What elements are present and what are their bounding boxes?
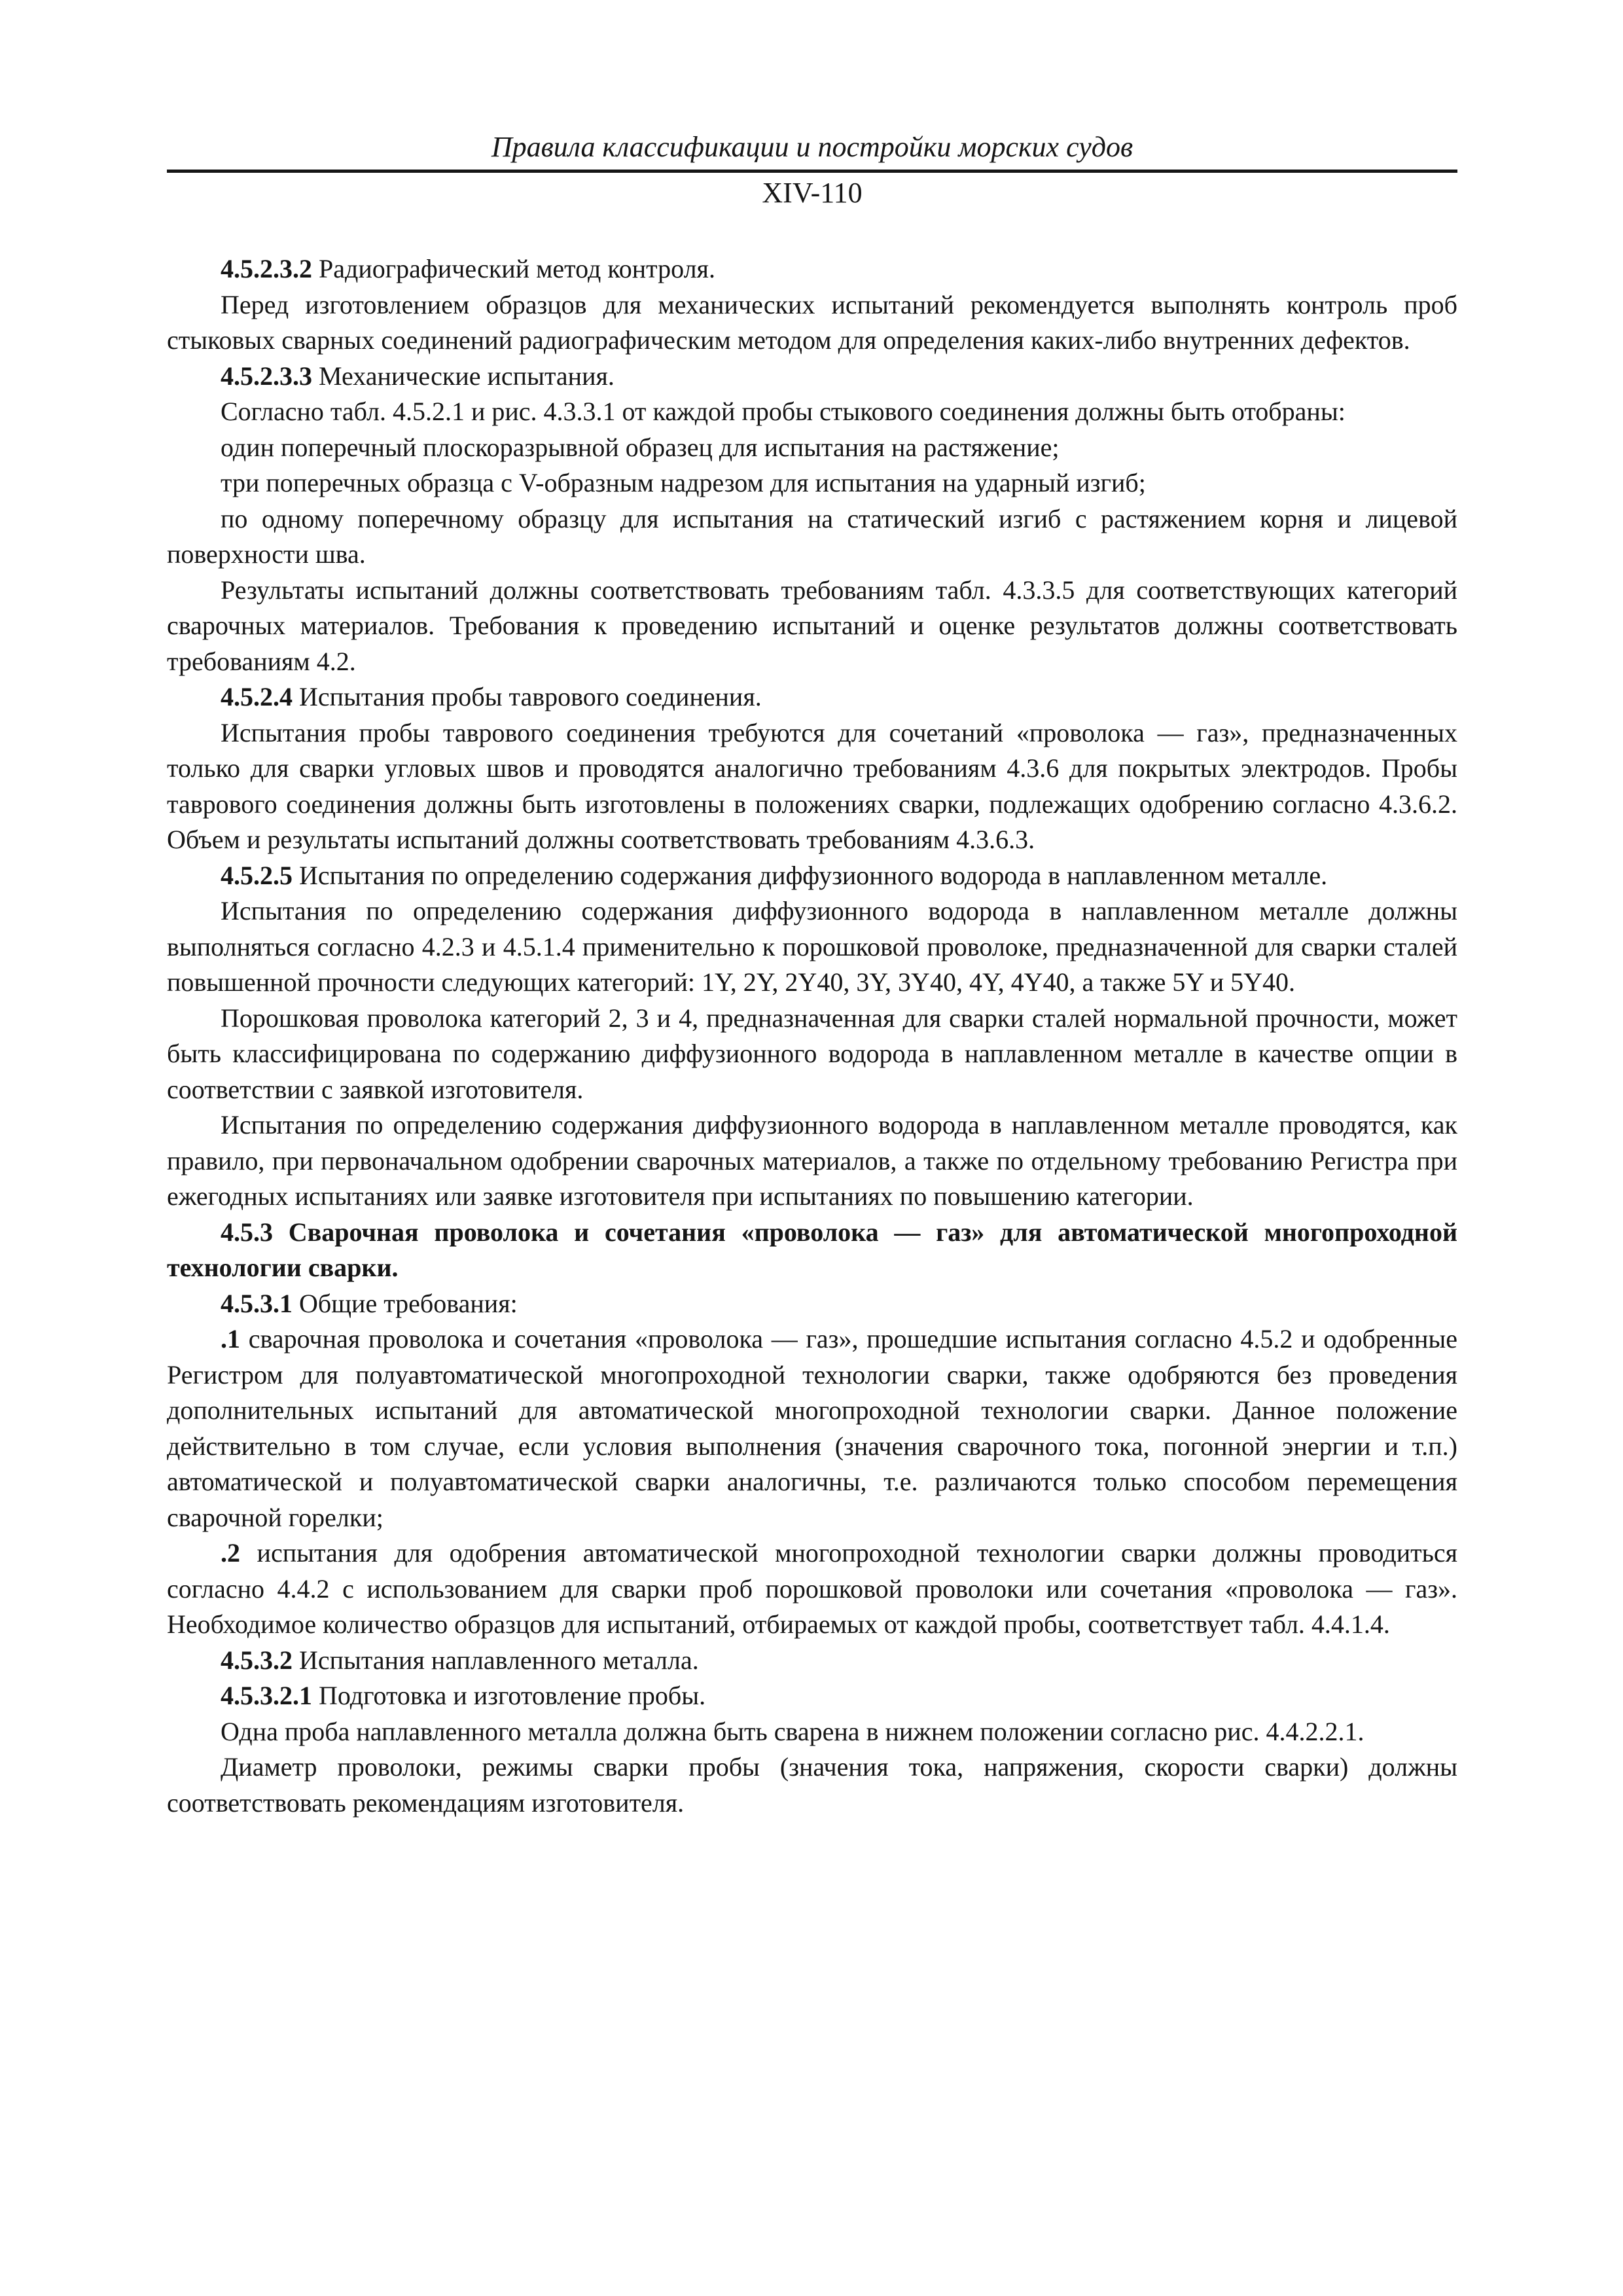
running-title: Правила классификации и постройки морских судов <box>491 131 1133 163</box>
paragraph-text: Испытания пробы таврового соединения. <box>293 682 762 712</box>
paragraph <box>167 1749 1457 1821</box>
section-number: 4.5.3.2.1 <box>221 1681 312 1711</box>
paragraph <box>167 501 1457 573</box>
paragraph <box>167 1678 1457 1714</box>
paragraph <box>167 394 1457 430</box>
header-rule <box>167 170 1457 173</box>
section-number: 4.5.2.5 <box>221 860 293 890</box>
paragraph <box>167 1215 1457 1286</box>
paragraph-text: испытания для одобрения автоматической многопроходной технологии сварки должны проводиться согласно 4.4.2 с использованием для сварки проб порошковой проволоки или сочетания «проволока — газ». Необходимое количество образцов для испытаний, отбираемых от каждой пробы, соответствует табл. 4.4.1.4. <box>167 1538 1457 1640</box>
paragraph-text: Радиографический метод контроля. <box>312 254 715 284</box>
paragraph <box>167 715 1457 858</box>
paragraph-text: Сварочная проволока и сочетания «проволока — газ» для автоматической многопроходной технологии сварки. <box>167 1217 1457 1283</box>
paragraph <box>167 251 1457 287</box>
paragraph <box>167 1107 1457 1215</box>
paragraph <box>167 430 1457 466</box>
paragraph-text: Согласно табл. 4.5.2.1 и рис. 4.3.3.1 от каждой пробы стыкового соединения должны быть отобраны: <box>221 397 1346 427</box>
section-number: .1 <box>221 1324 240 1354</box>
paragraph <box>167 287 1457 359</box>
section-number: 4.5.3.2 <box>221 1645 293 1675</box>
paragraph <box>167 1286 1457 1322</box>
document-page <box>167 131 1457 1821</box>
paragraph-text: Испытания пробы таврового соединения требуются для сочетаний «проволока — газ», предназначенных только для сварки угловых швов и проводятся аналогично требованиям 4.3.6 для покрытых электродов. Пробы таврового соединения должны быть изготовлены в положениях сварки, подлежащих одобрению согласно 4.3.6.2. Объем и результаты испытаний должны соответствовать требованиям 4.3.6.3. <box>167 717 1457 855</box>
paragraph <box>167 1321 1457 1535</box>
paragraph-text: Одна проба наплавленного металла должна быть сварена в нижнем положении согласно рис. 4.4.2.2.1. <box>221 1716 1364 1746</box>
paragraph <box>167 858 1457 894</box>
paragraph-text: Механические испытания. <box>312 361 615 391</box>
paragraph-text: Испытания наплавленного металла. <box>293 1645 699 1675</box>
paragraph <box>167 359 1457 395</box>
section-number: 4.5.2.4 <box>221 682 293 712</box>
paragraph-text: Подготовка и изготовление пробы. <box>312 1681 706 1711</box>
document-body <box>167 251 1457 1821</box>
paragraph-text: сварочная проволока и сочетания «проволока — газ», прошедшие испытания согласно 4.5.2 и одобренные Регистром для полуавтоматической многопроходной технологии сварки, также одобряются без проведения дополнительных испытаний для автоматической многопроходной технологии сварки. Данное положение действительно в том случае, если условия выполнения (значения сварочного тока, погонной энергии и т.п.) автоматической и полуавтоматической сварки аналогичны, т.е. различаются только способом перемещения сварочной горелки; <box>167 1324 1457 1532</box>
paragraph <box>167 893 1457 1001</box>
paragraph <box>167 679 1457 715</box>
paragraph <box>167 465 1457 501</box>
paragraph-text: Диаметр проволоки, режимы сварки пробы (значения тока, напряжения, скорости сварки) должны соответствовать рекомендациям изготовителя. <box>167 1752 1457 1818</box>
paragraph <box>167 1001 1457 1108</box>
section-number: 4.5.3 <box>221 1217 273 1247</box>
paragraph-text: три поперечных образца с V-образным надрезом для испытания на ударный изгиб; <box>221 468 1146 498</box>
paragraph-text: по одному поперечному образцу для испытания на статический изгиб с растяжением корня и лицевой поверхности шва. <box>167 503 1457 569</box>
paragraph <box>167 573 1457 680</box>
paragraph-text: Результаты испытаний должны соответствовать требованиям табл. 4.3.3.5 для соответствующих категорий сварочных материалов. Требования к проведению испытаний и оценке результатов должны соответствовать требованиям 4.2. <box>167 575 1457 676</box>
section-number: 4.5.2.3.3 <box>221 361 312 391</box>
paragraph-text: Испытания по определению содержания диффузионного водорода в наплавленном металле. <box>293 860 1328 890</box>
paragraph-text: Испытания по определению содержания диффузионного водорода в наплавленном металле должны выполняться согласно 4.2.3 и 4.5.1.4 применительно к порошковой проволоке, предназначенной для сварки сталей повышенной прочности следующих категорий: 1Y, 2Y, 2Y40, 3Y, 3Y40, 4Y, 4Y40, а также 5Y и 5Y40. <box>167 896 1457 997</box>
page-number: XIV-110 <box>762 176 863 209</box>
paragraph-text: Испытания по определению содержания диффузионного водорода в наплавленном металле проводятся, как правило, при первоначальном одобрении сварочных материалов, а также по отдельному требованию Регистра при ежегодных испытаниях или заявке изготовителя при испытаниях по повышению категории. <box>167 1110 1457 1211</box>
section-number: 4.5.2.3.2 <box>221 254 312 284</box>
paragraph-text: Порошковая проволока категорий 2, 3 и 4, предназначенная для сварки сталей нормальной прочности, может быть классифицирована по содержанию диффузионного водорода в наплавленном металле в качестве опции в соответствии с заявкой изготовителя. <box>167 1003 1457 1104</box>
paragraph-text: один поперечный плоскоразрывной образец для испытания на растяжение; <box>221 432 1060 462</box>
paragraph-text: Общие требования: <box>293 1288 518 1318</box>
section-number: .2 <box>221 1538 240 1568</box>
paragraph <box>167 1714 1457 1750</box>
paragraph <box>167 1535 1457 1643</box>
paragraph-text: Перед изготовлением образцов для механических испытаний рекомендуется выполнять контроль проб стыковых сварных соединений радиографическим методом для определения каких-либо внутренних дефектов. <box>167 289 1457 355</box>
paragraph <box>167 1643 1457 1679</box>
section-number: 4.5.3.1 <box>221 1288 293 1318</box>
